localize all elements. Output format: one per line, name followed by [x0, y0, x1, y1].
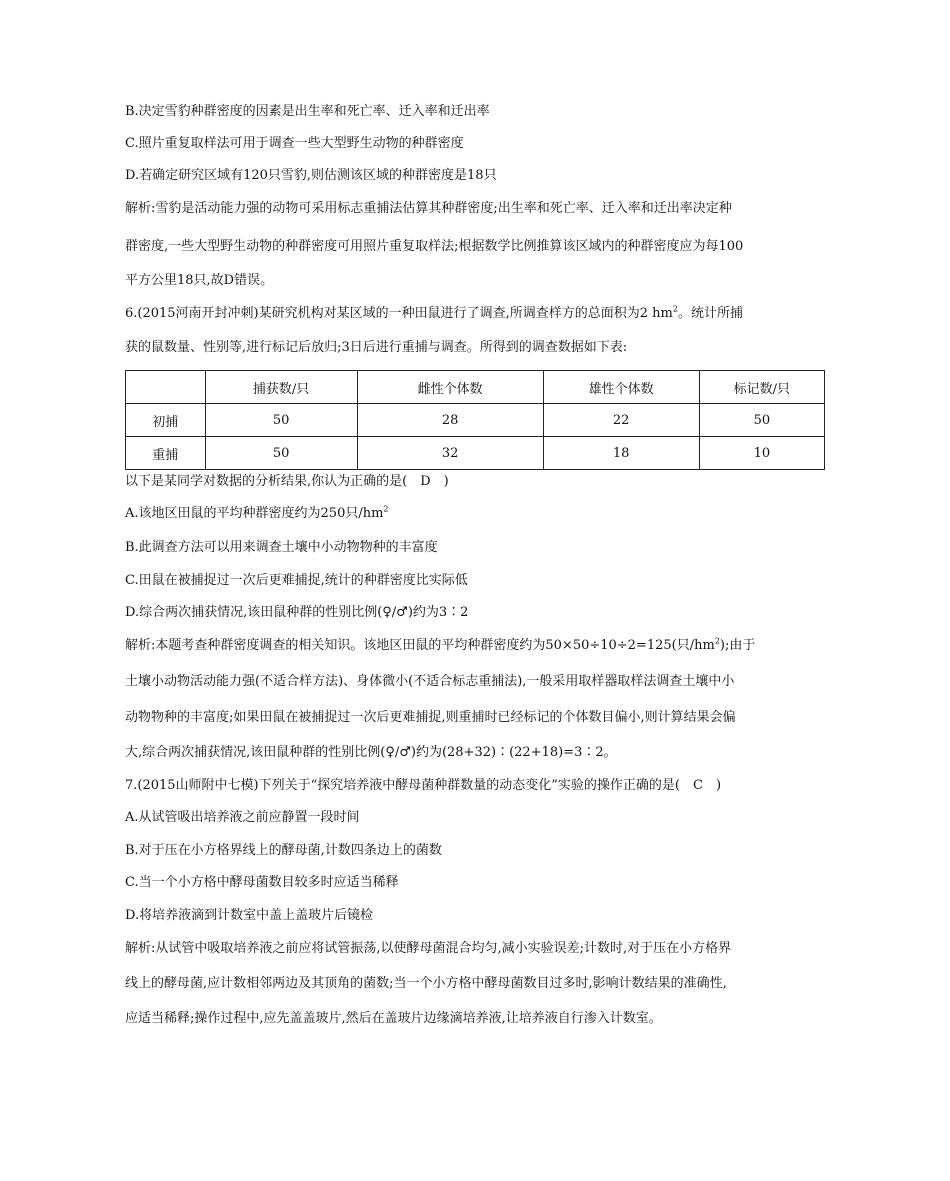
q7-option-c: C.当一个小方格中酵母菌数目较多时应适当稀释: [125, 875, 399, 890]
q7-stem: 7.(2015山师附中七模)下列关于“探究培养液中酵母菌种群数量的动态变化”实验的操作正确的是( C ): [125, 778, 722, 793]
q6-analysis-line-4: 大,综合两次捕获情况,该田鼠种群的性别比例(♀/♂)约为(28+32)∶(22+18)=3∶2。: [125, 745, 617, 760]
q6-option-a-superscript: 2: [383, 504, 389, 514]
q6-stem-line-1: [125, 305, 743, 323]
table-row: [126, 404, 825, 437]
table-header-cell: 捕获数/只: [205, 371, 357, 404]
table-cell: 22: [543, 404, 699, 437]
q5-option-b: B.决定雪豹种群密度的因素是出生率和死亡率、迁入率和迁出率: [125, 104, 490, 119]
table-cell: 50: [205, 404, 357, 437]
table-header-row: [126, 371, 825, 404]
q6-stem-superscript: 2: [672, 304, 678, 314]
q6-option-c: C.田鼠在被捕捉过一次后更难捕捉,统计的种群密度比实际低: [125, 573, 468, 588]
q7-option-d: D.将培养液滴到计数室中盖上盖玻片后镜检: [125, 908, 374, 923]
table-cell: 10: [699, 437, 824, 470]
q6-option-d: D.综合两次捕获情况,该田鼠种群的性别比例(♀/♂)约为3∶2: [125, 605, 469, 620]
table-cell: 32: [357, 437, 543, 470]
table-header-cell: [126, 371, 206, 404]
q7-analysis-line-1: 解析:从试管中吸取培养液之前应将试管振荡,以使酵母菌混合均匀,减小实验误差;计数时,对于压在小方格界: [125, 941, 732, 956]
table-cell: 初捕: [126, 404, 206, 437]
q6-analysis-line-3: 动物物种的丰富度;如果田鼠在被捕捉过一次后更难捕捉,则重捕时已经标记的个体数目偏小,则计算结果会偏: [125, 710, 736, 725]
table-row: [126, 437, 825, 470]
q5-option-d: D.若确定研究区域有120只雪豹,则估测该区域的种群密度是18只: [125, 168, 497, 183]
table-header-cell: 雌性个体数: [357, 371, 543, 404]
q7-analysis-line-3: 应适当稀释;操作过程中,应先盖盖玻片,然后在盖玻片边缘滴培养液,让培养液自行渗入计数室。: [125, 1011, 662, 1026]
q6-stem-text-tail: 。统计所捕: [677, 306, 743, 321]
table-cell: 50: [699, 404, 824, 437]
table-cell: 28: [357, 404, 543, 437]
q6-question: 以下是某同学对数据的分析结果,你认为正确的是( D ): [125, 474, 449, 489]
table-cell: 重捕: [126, 437, 206, 470]
q6-analysis-text-tail: );由于: [719, 638, 756, 653]
q6-option-b: B.此调查方法可以用来调查土壤中小动物物种的丰富度: [125, 540, 438, 555]
q5-analysis-line-3: 平方公里18只,故D错误。: [125, 273, 274, 288]
table-header-cell: 雄性个体数: [543, 371, 699, 404]
q6-analysis-line-1: [125, 637, 755, 655]
q7-analysis-line-2: 线上的酵母菌,应计数相邻两边及其顶角的菌数;当一个小方格中酵母菌数目过多时,影响计数结果的准确性,: [125, 976, 727, 991]
q6-stem-line-2: 获的鼠数量、性别等,进行标记后放归;3日后进行重捕与调查。所得到的调查数据如下表:: [125, 340, 628, 355]
q7-option-a: A.从试管吸出培养液之前应静置一段时间: [125, 810, 360, 825]
q6-analysis-text: 解析:本题考查种群密度调查的相关知识。该地区田鼠的平均种群密度约为50×50÷10÷2=125(只/hm: [125, 638, 715, 653]
q6-analysis-line-2: 土壤小动物活动能力强(不适合样方法)、身体微小(不适合标志重捕法),一般采用取样器取样法调查土壤中小: [125, 674, 735, 689]
q5-analysis-line-2: 群密度,一些大型野生动物的种群密度可用照片重复取样法;根据数学比例推算该区域内的种群密度应为每100: [125, 239, 744, 254]
q5-analysis-line-1: 解析:雪豹是活动能力强的动物可采用标志重捕法估算其种群密度;出生率和死亡率、迁入率和迁出率决定种: [125, 201, 732, 216]
q6-option-a-text: A.该地区田鼠的平均种群密度约为250只/hm: [125, 506, 384, 521]
q7-option-b: B.对于压在小方格界线上的酵母菌,计数四条边上的菌数: [125, 843, 442, 858]
survey-data-table: [125, 370, 825, 470]
table-cell: 18: [543, 437, 699, 470]
q5-option-c: C.照片重复取样法可用于调查一些大型野生动物的种群密度: [125, 136, 464, 151]
table-cell: 50: [205, 437, 357, 470]
q6-option-a: [125, 505, 389, 523]
q6-analysis-superscript: 2: [714, 636, 720, 646]
q6-stem-text: 6.(2015河南开封冲刺)某研究机构对某区域的一种田鼠进行了调查,所调查样方的总面积为2 hm: [125, 306, 673, 321]
table-header-cell: 标记数/只: [699, 371, 824, 404]
